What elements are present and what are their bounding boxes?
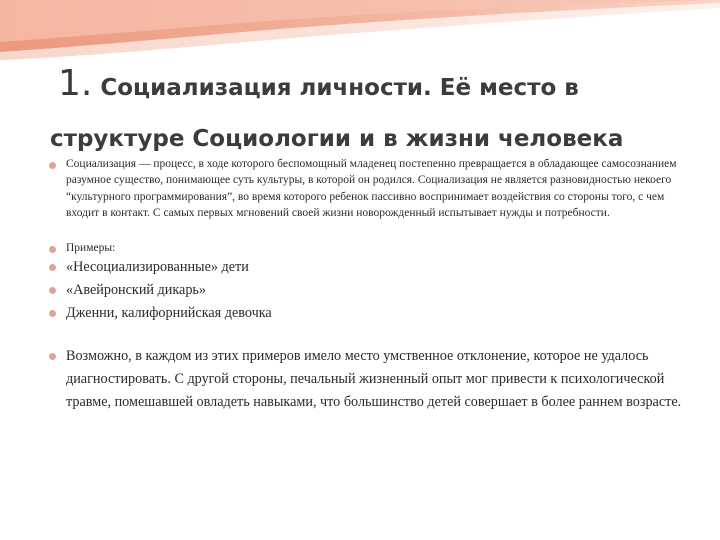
slide-title	[50, 58, 690, 165]
definition-paragraph: Социализация — процесс, в ходе которого беспомощный младенец постепенно превращается в обладающее самосознанием разумное существо, понимающее суть культуры, в которой он родился. Социализация не является разновидностью некоего “культурного программирования”, во время которого ребенок пассивно воспринимает воздействия со стороны того, с чем входит в контакт. С самых первых мгновений своей жизни новорожденный испытывает нужды и потребности.	[46, 156, 686, 222]
title-line-1	[50, 58, 690, 114]
header-swoosh-decoration	[0, 0, 720, 62]
conclusion-list	[46, 345, 686, 414]
title-text-1: Социализация личности. Её место в	[100, 75, 579, 101]
example-item: «Несоциализированные» дети	[46, 256, 686, 279]
title-number: 1.	[58, 63, 93, 104]
title-line-2: структуре Социологии и в жизни человека	[50, 126, 624, 152]
spacer	[46, 222, 686, 240]
examples-list	[46, 240, 686, 325]
examples-label: Примеры:	[46, 240, 686, 256]
slide-body	[46, 156, 686, 414]
example-item: Дженни, калифорнийская девочка	[46, 302, 686, 325]
example-item: «Авейронский дикарь»	[46, 279, 686, 302]
conclusion-paragraph: Возможно, в каждом из этих примеров имело место умственное отклонение, которое не удалось диагностировать. С другой стороны, печальный жизненный опыт мог привести к психологической травме, помешавшей овладеть навыками, что большинство детей совершает в более раннем возрасте.	[46, 345, 686, 414]
definition-list	[46, 156, 686, 222]
spacer	[46, 325, 686, 345]
